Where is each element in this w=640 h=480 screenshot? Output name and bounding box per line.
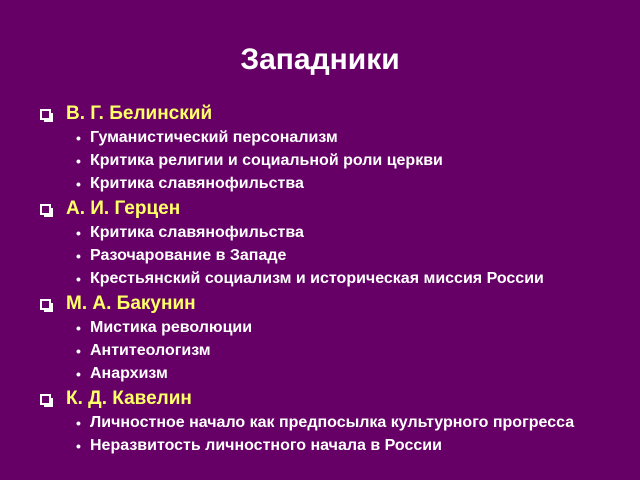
person-name: К. Д. Кавелин bbox=[66, 388, 192, 409]
bullet-icon: • bbox=[76, 438, 81, 454]
item-list bbox=[38, 412, 618, 458]
bullet-icon: • bbox=[76, 130, 81, 146]
bullet-icon: • bbox=[76, 415, 81, 431]
list-item bbox=[38, 435, 618, 458]
list-item bbox=[38, 412, 618, 435]
list-item bbox=[38, 150, 618, 173]
item-text: Критика славянофильства bbox=[90, 224, 304, 241]
list-item bbox=[38, 363, 618, 386]
person-heading bbox=[38, 291, 618, 317]
slide-title: Западники bbox=[240, 43, 400, 76]
group-belinsky bbox=[38, 101, 618, 196]
item-text: Критика славянофильства bbox=[90, 175, 304, 192]
item-list bbox=[38, 222, 618, 291]
bullet-icon: • bbox=[76, 176, 81, 192]
list-item bbox=[38, 173, 618, 196]
bullet-icon: • bbox=[76, 153, 81, 169]
bullet-icon: • bbox=[76, 343, 81, 359]
slide-content bbox=[38, 101, 618, 458]
checkbox-icon bbox=[40, 394, 51, 405]
item-text: Неразвитость личностного начала в России bbox=[90, 437, 442, 454]
bullet-icon: • bbox=[76, 225, 81, 241]
item-text: Крестьянский социализм и историческая миссия России bbox=[90, 270, 544, 287]
bullet-icon: • bbox=[76, 320, 81, 336]
item-text: Анархизм bbox=[90, 365, 168, 382]
list-item bbox=[38, 222, 618, 245]
item-text: Антитеологизм bbox=[90, 342, 211, 359]
person-name: В. Г. Белинский bbox=[66, 103, 213, 124]
item-text: Разочарование в Западе bbox=[90, 247, 287, 264]
bullet-icon: • bbox=[76, 271, 81, 287]
item-list bbox=[38, 317, 618, 386]
item-text: Гуманистический персонализм bbox=[90, 129, 338, 146]
checkbox-icon bbox=[40, 299, 51, 310]
group-bakunin bbox=[38, 291, 618, 386]
checkbox-icon bbox=[40, 204, 51, 215]
list-item bbox=[38, 245, 618, 268]
list-item bbox=[38, 268, 618, 291]
person-name: М. А. Бакунин bbox=[66, 293, 196, 314]
group-kavelin bbox=[38, 386, 618, 458]
group-herzen bbox=[38, 196, 618, 291]
person-heading bbox=[38, 196, 618, 222]
list-item bbox=[38, 127, 618, 150]
item-list bbox=[38, 127, 618, 196]
bullet-icon: • bbox=[76, 248, 81, 264]
item-text: Критика религии и социальной роли церкви bbox=[90, 152, 443, 169]
item-text: Мистика революции bbox=[90, 319, 253, 336]
list-item bbox=[38, 317, 618, 340]
person-name: А. И. Герцен bbox=[66, 198, 181, 219]
person-heading bbox=[38, 101, 618, 127]
item-text: Личностное начало как предпосылка культурного прогресса bbox=[90, 414, 575, 431]
bullet-icon: • bbox=[76, 366, 81, 382]
person-heading bbox=[38, 386, 618, 412]
list-item bbox=[38, 340, 618, 363]
checkbox-icon bbox=[40, 109, 51, 120]
